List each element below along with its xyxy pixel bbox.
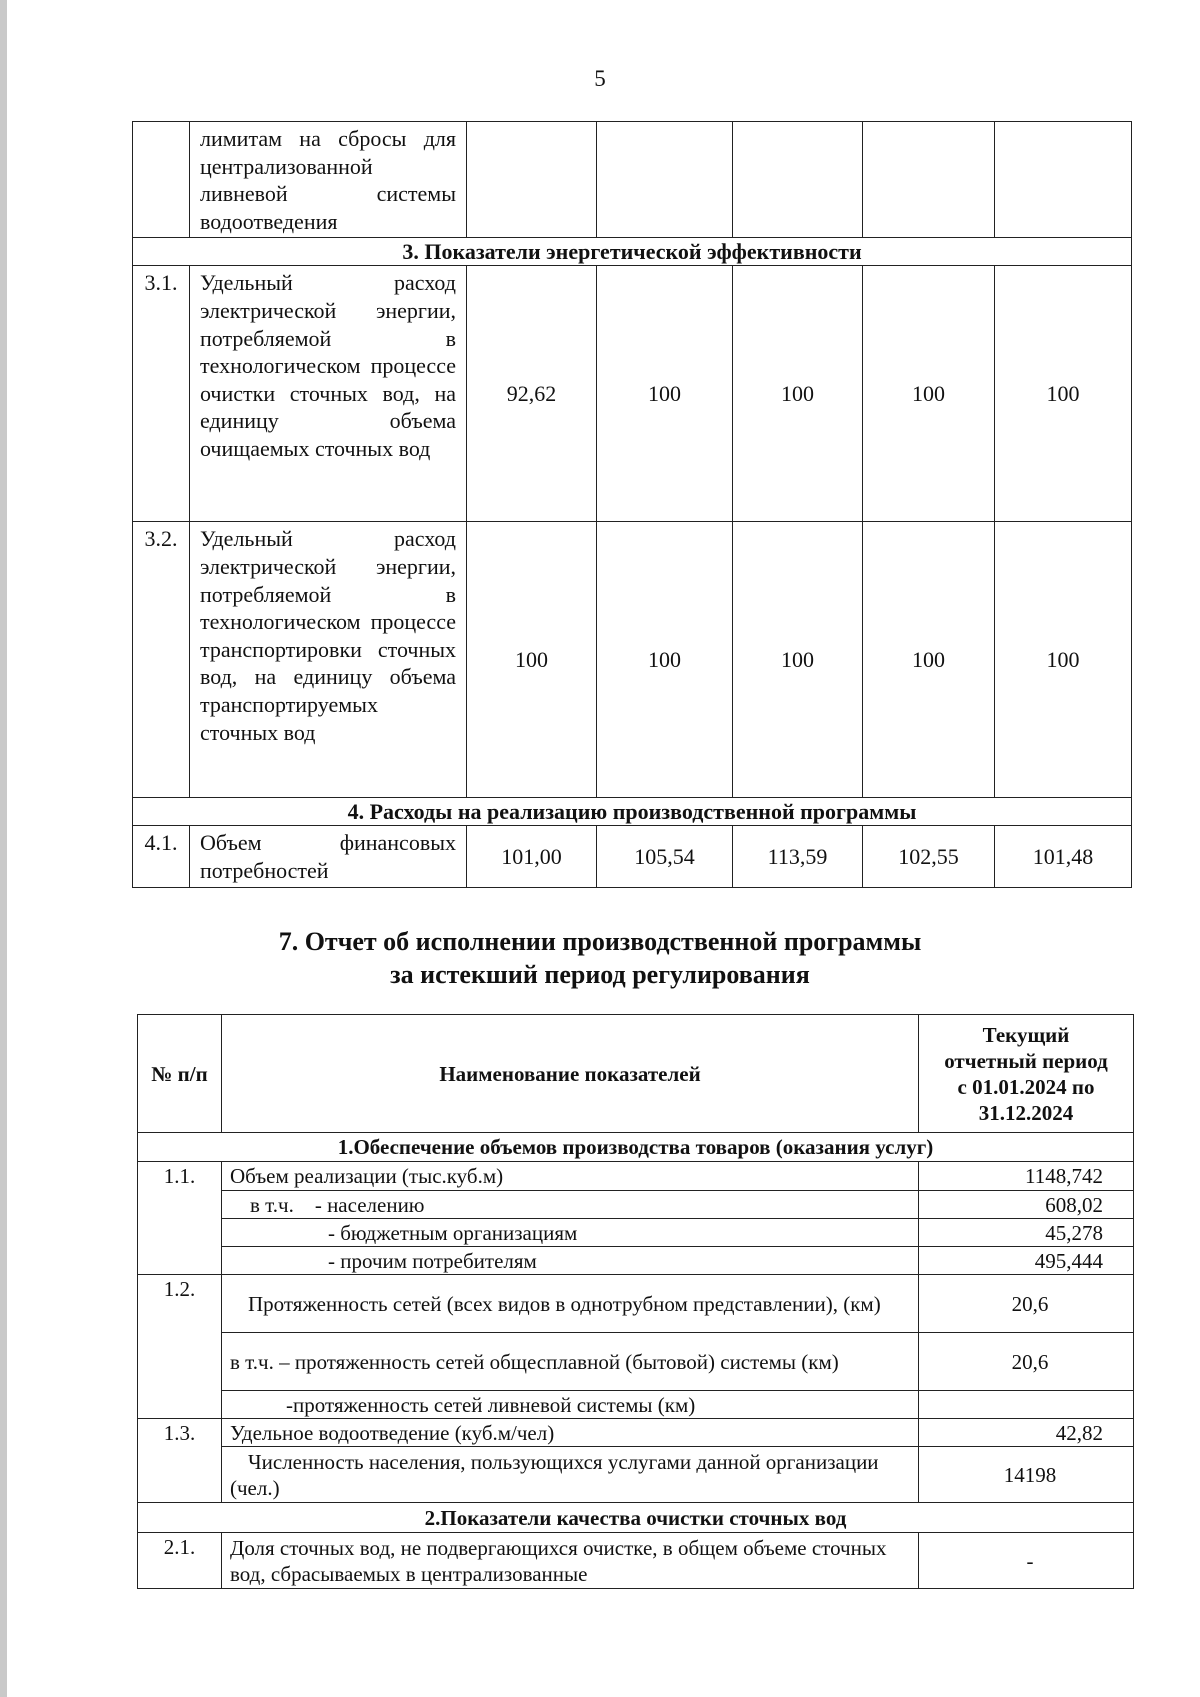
cell-name: Удельное водоотведение (куб.м/чел) [222,1419,919,1447]
cell-value: 495,444 [919,1247,1134,1275]
cell-value [467,122,597,238]
section-title: 3. Показатели энергетической эффективности [133,238,1132,266]
cell-value [995,122,1132,238]
section-heading [0,925,1200,991]
table-row [133,266,1132,522]
cell-value: 100 [733,522,863,798]
header-period-line: Текущий [982,1022,1070,1047]
page-number: 5 [594,66,606,91]
cell-value [597,122,733,238]
heading-line: 7. Отчет об исполнении производственной программы [278,927,922,956]
cell-value: 100 [597,266,733,522]
cell-value: - [919,1533,1134,1589]
cell-name: Удельный расход электрической энергии, потребляемой в технологическом процессе транспортировки сточных вод, на единицу объема транспортируемых сточных вод [190,522,467,798]
cell-num [133,122,190,238]
indicators-table-continued [132,121,1132,888]
table-row [138,1191,1134,1219]
cell-name [222,1219,919,1247]
cell-name [222,1275,919,1333]
cell-num: 3.2. [133,522,190,798]
section-row [138,1133,1134,1162]
cell-name: Объем финансовых потребностей [190,826,467,888]
cell-value: 101,48 [995,826,1132,888]
table-row [138,1333,1134,1391]
cell-value: 608,02 [919,1191,1134,1219]
cell-value: 42,82 [919,1419,1134,1447]
cell-num: 3.1. [133,266,190,522]
cell-value: 1148,742 [919,1162,1134,1191]
cell-num: 1.1. [138,1162,222,1275]
cell-value: 101,00 [467,826,597,888]
section-title: 4. Расходы на реализацию производственной программы [133,798,1132,826]
indented-text: - бюджетным организациям [328,1220,578,1245]
table-row [138,1162,1134,1191]
cell-name: Удельный расход электрической энергии, потребляемой в технологическом процессе очистки сточных вод, на единицу объема очищаемых сточных вод [190,266,467,522]
cell-name [222,1191,919,1219]
cell-name: в т.ч. – протяженность сетей общесплавной (бытовой) системы (км) [222,1333,919,1391]
cell-value [863,122,995,238]
table-row [138,1447,1134,1503]
cell-value [919,1391,1134,1419]
cell-value: 20,6 [919,1333,1134,1391]
cell-name [222,1247,919,1275]
cell-text: Численность населения, пользующихся услугами данной организации (чел.) [230,1449,879,1500]
cell-num: 1.2. [138,1275,222,1419]
header-period-line: с 01.01.2024 по [957,1074,1095,1099]
cell-num: 1.3. [138,1419,222,1503]
table-row [138,1419,1134,1447]
header-period-line: 31.12.2024 [978,1100,1074,1125]
cell-name: Объем реализации (тыс.куб.м) [222,1162,919,1191]
cell-value: 20,6 [919,1275,1134,1333]
table-row [138,1533,1134,1589]
table-row [133,522,1132,798]
cell-value: 100 [995,522,1132,798]
table-header-row [138,1015,1134,1133]
cell-name: лимитам на сбросы для централизованной ливневой системы водоотведения [190,122,467,238]
table-row [138,1391,1134,1419]
cell-value: 100 [467,522,597,798]
section-title: 2.Показатели качества очистки сточных вод [138,1503,1134,1533]
cell-value: 92,62 [467,266,597,522]
section-row [133,798,1132,826]
cell-value: 105,54 [597,826,733,888]
table-row [138,1219,1134,1247]
cell-name: Доля сточных вод, не подвергающихся очистке, в общем объеме сточных вод, сбрасываемых в централизованные [222,1533,919,1589]
cell-text: Протяженность сетей (всех видов в однотрубном представлении), (км) [248,1291,881,1316]
indented-text: в т.ч. - населению [250,1192,425,1217]
cell-value: 100 [863,266,995,522]
section-title: 1.Обеспечение объемов производства товаров (оказания услуг) [138,1133,1134,1162]
cell-value: 14198 [919,1447,1134,1503]
cell-value: 100 [733,266,863,522]
cell-value: 100 [597,522,733,798]
header-period [919,1015,1134,1133]
cell-value: 100 [995,266,1132,522]
indented-text: -протяженность сетей ливневой системы (км) [286,1392,696,1417]
heading-line: за истекший период регулирования [390,960,810,989]
scan-edge [0,0,7,1697]
table-row [138,1275,1134,1333]
section-row [133,238,1132,266]
table-row [133,826,1132,888]
cell-name [222,1391,919,1419]
table-row [138,1247,1134,1275]
table-row [133,122,1132,238]
indented-text: - прочим потребителям [328,1248,537,1273]
header-num: № п/п [138,1015,222,1133]
section-row [138,1503,1134,1533]
cell-value: 102,55 [863,826,995,888]
cell-value [733,122,863,238]
cell-value: 45,278 [919,1219,1134,1247]
cell-num: 4.1. [133,826,190,888]
cell-value: 113,59 [733,826,863,888]
cell-name [222,1447,919,1503]
report-table [137,1014,1134,1589]
header-period-line: отчетный период [944,1048,1108,1073]
cell-num: 2.1. [138,1533,222,1589]
cell-value: 100 [863,522,995,798]
header-name: Наименование показателей [222,1015,919,1133]
